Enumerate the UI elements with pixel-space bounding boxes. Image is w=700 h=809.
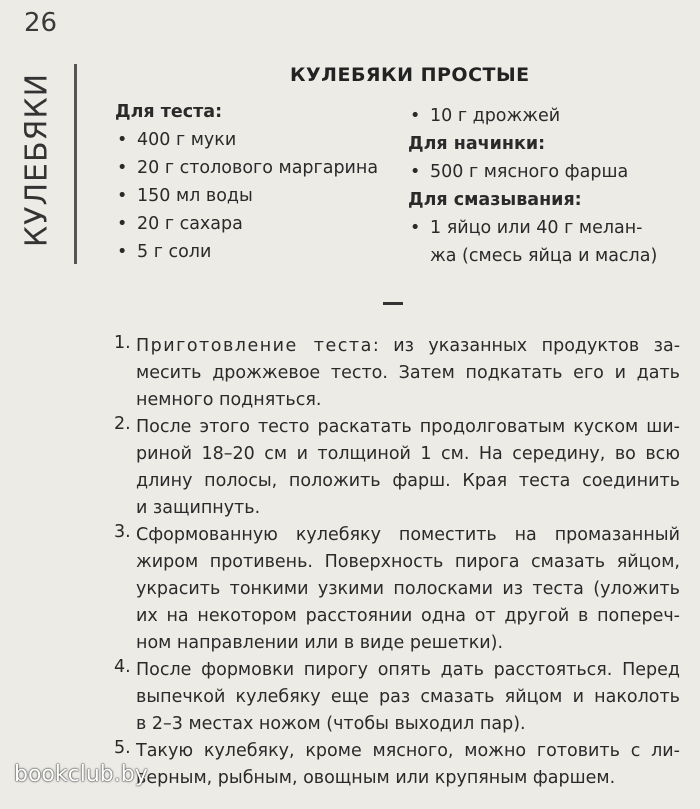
- ingredients-right-column: [408, 102, 657, 270]
- glaze-continuation: жа (смесь яйца и масла): [430, 246, 658, 266]
- dough-label: Для теста:: [115, 102, 223, 122]
- list-item: • 400 г муки: [117, 130, 237, 150]
- filling-label: Для начинки:: [408, 134, 546, 154]
- list-item: • 150 мл воды: [117, 186, 253, 206]
- instructions: [114, 333, 680, 792]
- chapter-title-text: КУЛЕБЯКИ: [19, 72, 55, 248]
- step-4: 4. После формовки пирогу опять дать расстояться. Перед выпечкой кулебяку еще раз смазать яйцом и наколоть в 2–3 местах ножом (чтобы выходил пар).: [114, 657, 680, 734]
- step-3: 3. Сформованную кулебяку поместить на промазанный жиром противень. Поверхность пирога смазать яйцом, украсить тонкими узкими полосками из теста (уложить их на некотором расстоянии одна от другой в попереч- ном направлении или в виде решетки).: [114, 522, 680, 653]
- chapter-title: [6, 60, 68, 260]
- step-2: 2. После этого тесто раскатать продолговатым куском ши- риной 18–20 см и толщиной 1 см. На середину, во всю длину полосы, положить фарш. Края теста соединить и защипнуть.: [114, 414, 680, 518]
- filling-list: [408, 158, 657, 186]
- step-number: 4.: [114, 657, 131, 677]
- list-item: • 20 г сахара: [117, 214, 243, 234]
- step-number: 1.: [114, 333, 131, 353]
- glaze-list: [408, 214, 657, 242]
- step-number: 5.: [114, 738, 131, 758]
- list-item: • 5 г соли: [117, 242, 212, 262]
- recipe-title: КУЛЕБЯКИ ПРОСТЫЕ: [290, 64, 530, 86]
- step-1: 1. Приготовление теста: из указанных продуктов за- месить дрожжевое тесто. Затем подкатать его и дать немного подняться.: [114, 333, 681, 410]
- page-number: 26: [24, 8, 58, 38]
- chapter-divider: [74, 64, 77, 264]
- list-item: • 20 г столового маргарина: [117, 158, 379, 178]
- step-lead: Приготовление теста: [136, 336, 373, 356]
- watermark-logo: bookclub.by: [14, 762, 148, 787]
- list-item: • 1 яйцо или 40 г мелан-: [410, 218, 643, 238]
- list-item: • 500 г мясного фарша: [410, 162, 629, 182]
- dough-list: [115, 126, 378, 266]
- list-item: • 10 г дрожжей: [410, 106, 561, 126]
- section-separator: [383, 302, 403, 305]
- ingredients-left-column: [115, 98, 378, 266]
- dough-extra-list: [408, 102, 657, 130]
- glaze-label: Для смазывания:: [408, 190, 582, 210]
- step-5: 5. Такую кулебяку, кроме мясного, можно готовить с ли- верным, рыбным, овощным или крупяным фаршем.: [114, 738, 680, 788]
- step-number: 2.: [114, 414, 131, 434]
- step-number: 3.: [114, 522, 131, 542]
